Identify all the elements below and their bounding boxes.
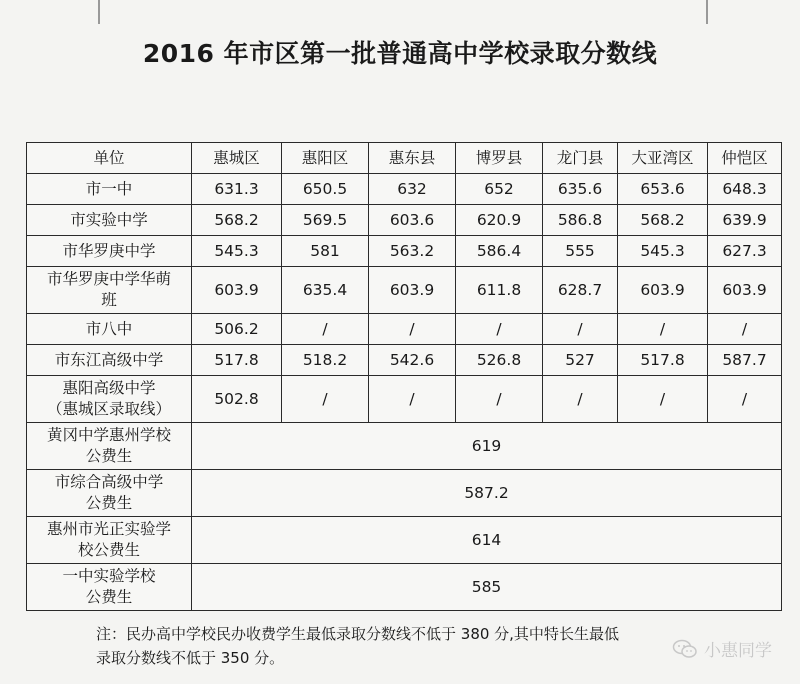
score-cell: / (282, 314, 369, 345)
score-cell: 526.8 (456, 345, 543, 376)
score-cell: 639.9 (708, 205, 782, 236)
wechat-icon (672, 639, 698, 659)
header-cell: 大亚湾区 (618, 143, 708, 174)
score-cell: / (456, 376, 543, 423)
header-cell: 惠东县 (369, 143, 456, 174)
score-cell: 517.8 (192, 345, 282, 376)
watermark (672, 636, 772, 661)
score-cell: 631.3 (192, 174, 282, 205)
score-cell: / (708, 314, 782, 345)
merged-table-row (27, 517, 782, 564)
school-name-cell: 市东江高级中学 (27, 345, 192, 376)
score-cell: 603.9 (708, 267, 782, 314)
score-cell: 506.2 (192, 314, 282, 345)
table-row (27, 376, 782, 423)
merged-score-cell: 614 (192, 517, 782, 564)
header-cell: 惠城区 (192, 143, 282, 174)
score-cell: / (708, 376, 782, 423)
score-cell: / (282, 376, 369, 423)
score-cell: 517.8 (618, 345, 708, 376)
footnote (96, 622, 716, 670)
score-cell: 627.3 (708, 236, 782, 267)
score-cell: 650.5 (282, 174, 369, 205)
header-cell: 龙门县 (543, 143, 618, 174)
table-row (27, 267, 782, 314)
score-cell: 586.8 (543, 205, 618, 236)
score-cell: / (456, 314, 543, 345)
score-cell: 555 (543, 236, 618, 267)
score-cell: / (369, 314, 456, 345)
table-row (27, 345, 782, 376)
score-cell: 620.9 (456, 205, 543, 236)
footnote-line: 注：民办高中学校民办收费学生最低录取分数线不低于 380 分,其中特长生最低 (96, 625, 619, 643)
table-row (27, 205, 782, 236)
school-name-line: 市综合高级中学 (54, 473, 164, 491)
merged-score-cell: 587.2 (192, 470, 782, 517)
school-name-line: 黄冈中学惠州学校 (46, 426, 171, 444)
admission-score-table (26, 142, 782, 611)
score-cell: 542.6 (369, 345, 456, 376)
table-row (27, 314, 782, 345)
score-cell: 603.9 (618, 267, 708, 314)
score-cell: 635.6 (543, 174, 618, 205)
score-cell: 611.8 (456, 267, 543, 314)
score-cell: / (543, 376, 618, 423)
school-name-cell: 市华罗庚中学 (27, 236, 192, 267)
page-corner-mark-left (98, 0, 100, 24)
merged-table-row (27, 470, 782, 517)
school-name-cell (27, 376, 192, 423)
school-name-line: 公费生 (85, 447, 133, 465)
page-corner-mark-right (706, 0, 708, 24)
score-cell: 635.4 (282, 267, 369, 314)
school-name-cell (27, 470, 192, 517)
score-cell: / (618, 314, 708, 345)
school-name-line: （惠城区录取线） (46, 400, 171, 418)
score-cell: 502.8 (192, 376, 282, 423)
score-cell: 652 (456, 174, 543, 205)
merged-score-cell: 619 (192, 423, 782, 470)
score-cell: 527 (543, 345, 618, 376)
school-name-line: 惠州市光正实验学 (46, 520, 171, 538)
score-cell: 632 (369, 174, 456, 205)
header-cell: 仲恺区 (708, 143, 782, 174)
merged-score-cell: 585 (192, 564, 782, 611)
score-cell: 653.6 (618, 174, 708, 205)
school-name-line: 市华罗庚中学华萌 (46, 270, 171, 288)
watermark-text: 小惠同学 (704, 641, 772, 661)
score-cell: 545.3 (192, 236, 282, 267)
score-cell: / (369, 376, 456, 423)
school-name-cell (27, 423, 192, 470)
score-cell: 545.3 (618, 236, 708, 267)
score-cell: 586.4 (456, 236, 543, 267)
header-cell: 单位 (27, 143, 192, 174)
score-cell: 581 (282, 236, 369, 267)
school-name-line: 班 (101, 291, 117, 309)
score-cell: 603.9 (369, 267, 456, 314)
score-cell: 603.6 (369, 205, 456, 236)
footnote-line: 录取分数线不低于 350 分。 (96, 649, 285, 667)
school-name-cell (27, 564, 192, 611)
page-title: 2016 年市区第一批普通高中学校录取分数线 (142, 39, 658, 68)
score-cell: 603.9 (192, 267, 282, 314)
score-cell: 568.2 (618, 205, 708, 236)
school-name-cell: 市八中 (27, 314, 192, 345)
score-cell: 518.2 (282, 345, 369, 376)
school-name-cell (27, 517, 192, 564)
table-row (27, 236, 782, 267)
header-cell: 博罗县 (456, 143, 543, 174)
school-name-line: 公费生 (85, 494, 133, 512)
school-name-line: 一中实验学校 (62, 567, 156, 585)
table-row (27, 174, 782, 205)
table-header-row (27, 143, 782, 174)
school-name-cell: 市一中 (27, 174, 192, 205)
score-cell: 568.2 (192, 205, 282, 236)
school-name-line: 惠阳高级中学 (62, 379, 156, 397)
score-cell: 628.7 (543, 267, 618, 314)
school-name-line: 校公费生 (77, 541, 140, 559)
score-cell: / (618, 376, 708, 423)
score-cell: 648.3 (708, 174, 782, 205)
school-name-line: 公费生 (85, 588, 133, 606)
score-cell: 569.5 (282, 205, 369, 236)
school-name-cell (27, 267, 192, 314)
merged-table-row (27, 423, 782, 470)
score-cell: / (543, 314, 618, 345)
score-cell: 587.7 (708, 345, 782, 376)
merged-table-row (27, 564, 782, 611)
score-cell: 563.2 (369, 236, 456, 267)
header-cell: 惠阳区 (282, 143, 369, 174)
school-name-cell: 市实验中学 (27, 205, 192, 236)
